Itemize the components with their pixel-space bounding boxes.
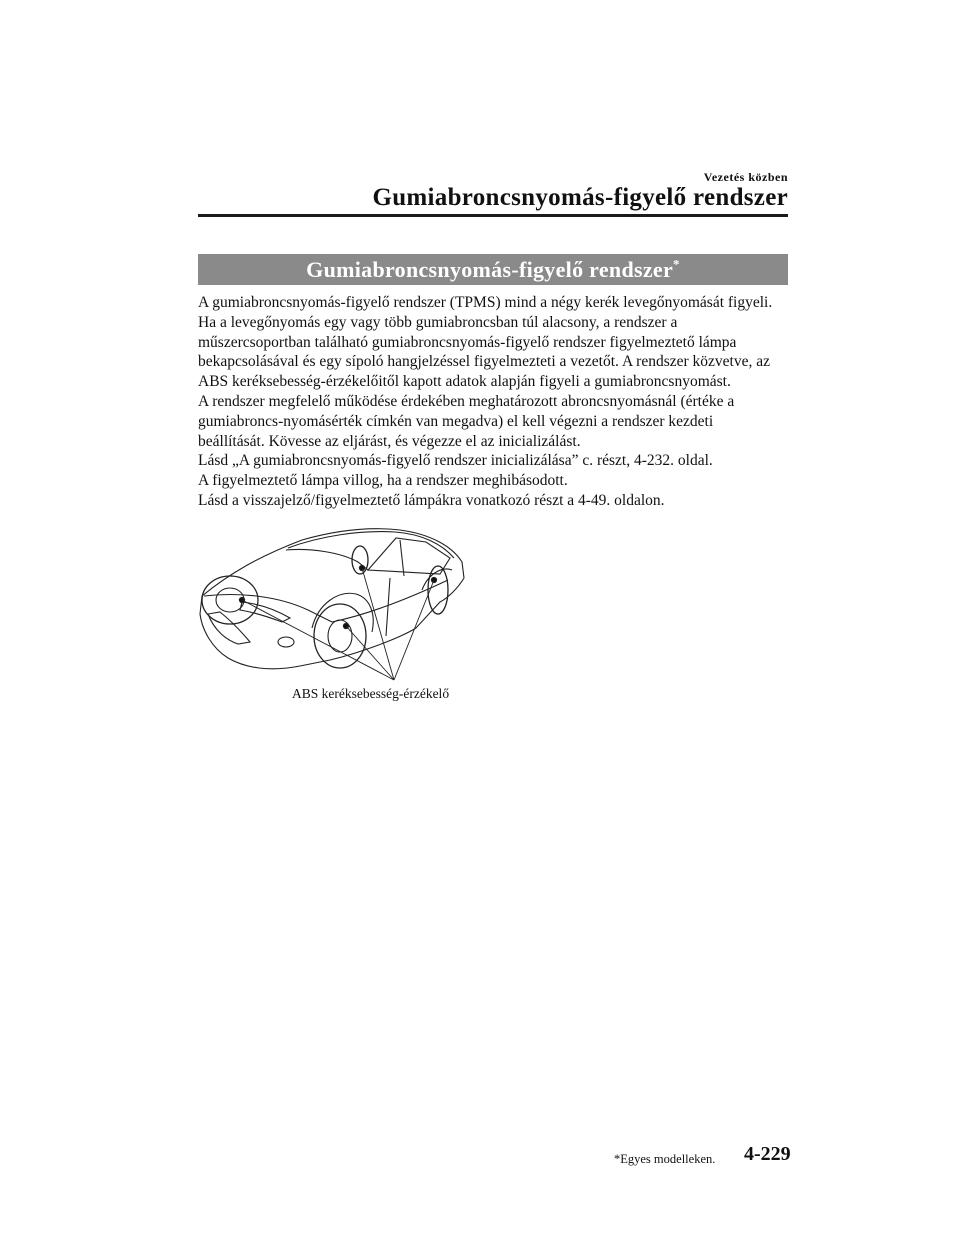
paragraph-line: Lásd „A gumiabroncsnyomás-figyelő rendszer inicializálása” c. részt, 4-232. oldal. [198,452,713,470]
section-banner [198,254,788,285]
paragraph-line: műszercsoportban található gumiabroncsnyomás-figyelő rendszer figyelmeztető lámpa [198,333,737,351]
windshield [286,550,368,571]
car-sensor-illustration [190,518,470,708]
paragraph-line: gumiabroncs-nyomásérték címkén van megadva) el kell végezni a rendszer kezdeti [198,412,714,430]
fog-light [278,637,294,647]
paragraph-line: A gumiabroncsnyomás-figyelő rendszer (TPMS) mind a négy kerék levegőnyomását figyeli. [198,294,773,311]
paragraph-line: Ha a levegőnyomás egy vagy több gumiabroncsban túl alacsony, a rendszer a [198,313,678,331]
header-divider [198,214,788,217]
paragraph-line: A rendszer megfelelő működése érdekében meghatározott abroncsnyomásnál (értéke a [198,392,735,410]
rear-right-wheel [428,566,448,614]
body-text [198,293,798,511]
footnote: *Egyes modelleken. [614,1152,716,1166]
paragraph-line: beállítását. Kövesse az eljárást, és végezze el az inicializálást. [198,432,581,450]
figure-caption: ABS keréksebesség-érzékelő [292,686,450,701]
paragraph-line: A figyelmeztető lámpa villog, ha a rendszer meghibásodott. [198,472,568,490]
roof-line [288,532,454,558]
paragraph-line: bekapcsolásával és egy sípoló hangjelzéssel figyelmezteti a vezetőt. A rendszer közvetve, az [198,353,770,371]
paragraph-line: Lásd a visszajelző/figyelmeztető lámpákra vonatkozó részt a 4-49. oldalon. [198,491,665,509]
page-title: Gumiabroncsnyomás-figyelő rendszer [372,184,788,211]
front-left-wheel [202,576,258,624]
banner-asterisk: * [673,256,680,272]
grille [208,612,250,644]
banner-title: Gumiabroncsnyomás-figyelő rendszer [306,257,674,282]
side-windows [368,538,450,574]
side-crease [332,580,448,622]
front-wheel-arch [312,593,373,632]
front-right-wheel [314,604,366,668]
window-pillar [400,540,404,576]
leader-lines [242,568,434,680]
door-line [386,578,390,636]
page-number: 4-229 [744,1143,791,1165]
paragraph-line: ABS keréksebesség-érzékelőitől kapott adatok alapján figyeli a gumiabroncsnyomást. [198,373,731,391]
section-label: Vezetés közben [703,170,788,184]
